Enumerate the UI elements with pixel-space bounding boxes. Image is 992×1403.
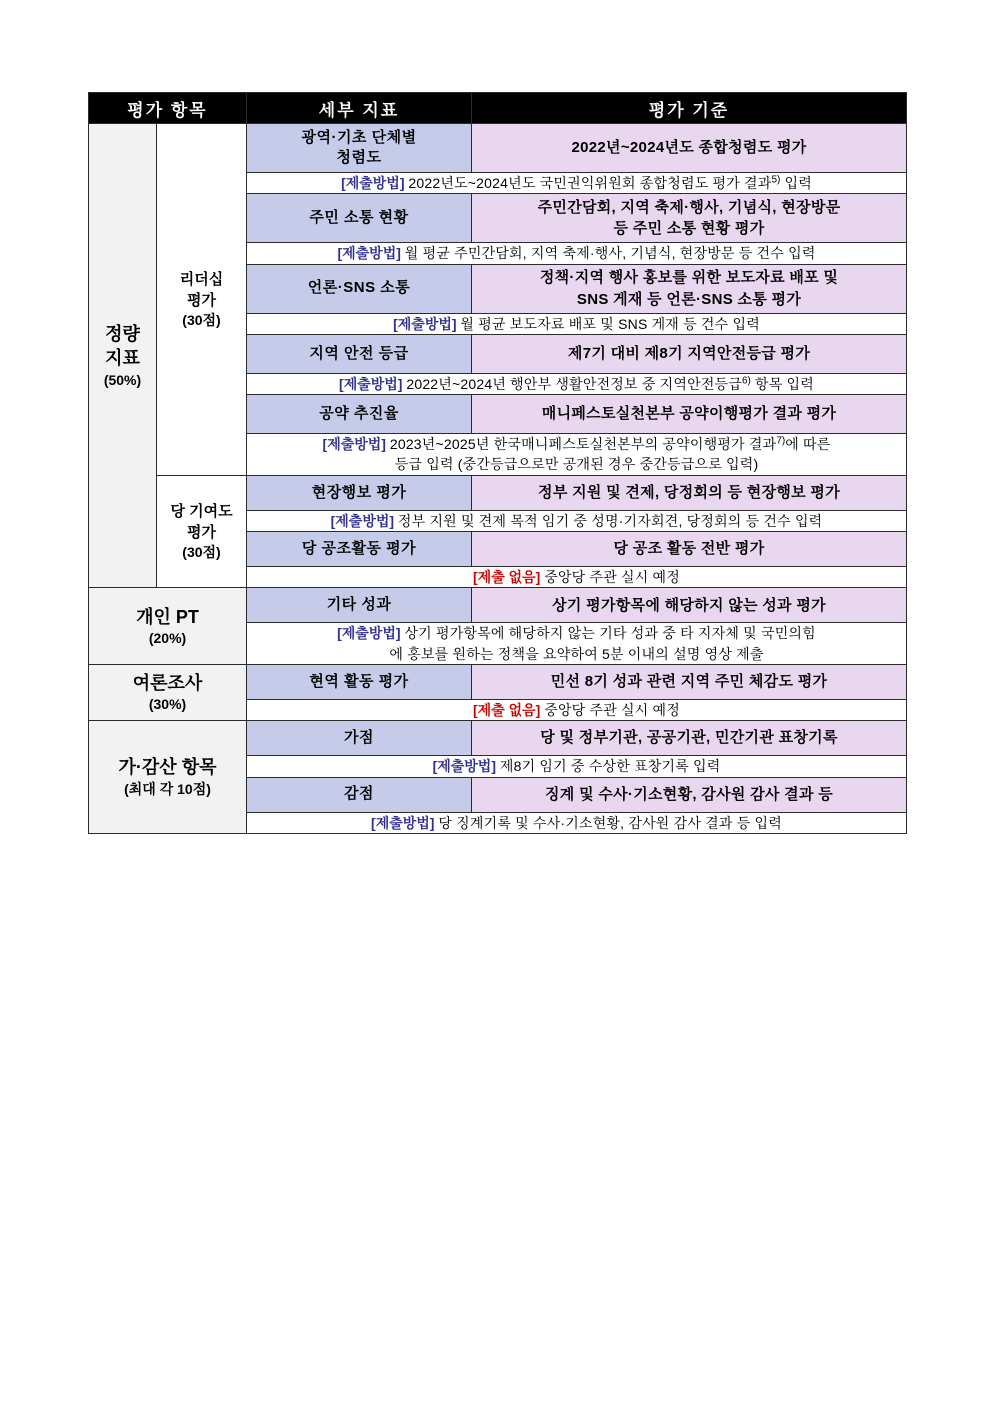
evaluation-criteria-table: [88, 92, 907, 834]
note-tag: [제출방법]: [330, 512, 395, 529]
category-personal-pt: [89, 588, 247, 665]
note-pledge-progress-line1: [247, 434, 906, 454]
criteria-penalty-points: 징계 및 수사·기소현황, 감사원 감사 결과 등: [472, 777, 907, 812]
note-bonus-points: [247, 756, 907, 777]
criteria-media-sns: [472, 264, 907, 313]
note-text: 중앙당 주관 실시 예정: [544, 569, 681, 586]
note-tag: [제출방법]: [322, 436, 386, 453]
note-tag: [제출 없음]: [473, 701, 541, 718]
indicator-media-sns: 언론·SNS 소통: [247, 264, 472, 313]
subcategory-party-contribution: [157, 475, 247, 588]
criteria-field-activity: 정부 지원 및 견제, 당정회의 등 현장행보 평가: [472, 475, 907, 510]
note-tag: [제출방법]: [339, 375, 403, 392]
note-text: 당 징계기록 및 수사·기소현황, 감사원 감사 결과 등 입력: [438, 814, 782, 831]
category-bonus-penalty: [89, 721, 247, 834]
indicator-pledge-progress: 공약 추진율: [247, 395, 472, 434]
category-public-survey-label: 여론조사: [132, 673, 203, 694]
footnote-ref: 7): [776, 435, 786, 447]
criteria-media-sns-line1: 정책·지역 행사 홍보를 위한 보도자료 배포 및: [539, 268, 839, 286]
footnote-ref: 5): [771, 174, 781, 186]
indicator-safety-grade: 지역 안전 등급: [247, 334, 472, 373]
indicator-integrity-line1: 광역·기초 단체별: [301, 128, 417, 146]
subcategory-party-contribution-line2: 평가: [187, 523, 216, 541]
note-field-activity: [247, 510, 907, 531]
indicator-penalty-points: 감점: [247, 777, 472, 812]
note-tag: [제출 없음]: [473, 569, 541, 586]
subcategory-party-contribution-line1: 당 기여도: [170, 502, 233, 520]
indicator-integrity: [247, 124, 472, 173]
footnote-ref: 6): [742, 375, 751, 387]
note-text: 중앙당 주관 실시 예정: [544, 701, 681, 718]
criteria-safety-grade: 제7기 대비 제8기 지역안전등급 평가: [472, 334, 907, 373]
note-other-achievement-line1: [247, 623, 906, 643]
category-public-survey: [89, 664, 247, 720]
header-detailed-indicator: 세부 지표: [247, 93, 472, 124]
table-row: [89, 475, 907, 510]
note-other-achievement: [247, 623, 907, 665]
indicator-resident-communication: 주민 소통 현황: [247, 194, 472, 243]
table-row: [89, 721, 907, 756]
note-text-cont: 에 따른: [785, 436, 831, 453]
category-public-survey-weight: (30%): [148, 696, 187, 713]
note-text-cont: 입력: [780, 175, 812, 191]
note-text: 2022년도~2024년도 국민권익위원회 종합청렴도 평가 결과: [408, 175, 772, 191]
note-incumbent-activity: [247, 699, 907, 720]
note-text: 2023년~2025년 한국매니페스토실천본부의 공약이행평가 결과: [389, 436, 777, 453]
note-tag: [제출방법]: [337, 625, 401, 642]
table-row: [89, 124, 907, 173]
indicator-integrity-line2: 청렴도: [336, 149, 382, 166]
note-text: 2022년~2024년 행안부 생활안전정보 중 지역안전등급: [406, 375, 742, 392]
header-evaluation-criteria: 평가 기준: [472, 93, 907, 124]
category-bonus-penalty-weight: (최대 각 10점): [124, 780, 211, 797]
note-text-cont: 항목 입력: [750, 375, 814, 392]
note-tag: [제출방법]: [371, 814, 435, 831]
criteria-resident-communication: [472, 194, 907, 243]
note-text: 제8기 임기 중 수상한 표창기록 입력: [499, 758, 721, 775]
note-tag: [제출방법]: [393, 315, 457, 332]
subcategory-leadership-points: (30점): [182, 311, 221, 328]
note-text: 정부 지원 및 견제 목적 임기 중 성명·기자회견, 당정회의 등 건수 입력: [397, 512, 823, 529]
criteria-media-sns-line2: SNS 게재 등 언론·SNS 소통 평가: [576, 290, 802, 308]
criteria-bonus-points: 당 및 정부기관, 공공기관, 민간기관 표창기록: [472, 721, 907, 756]
note-resident-communication: [247, 243, 907, 264]
note-pledge-progress: [247, 434, 907, 476]
subcategory-party-contribution-points: (30점): [182, 543, 221, 560]
criteria-integrity: 2022년~2024년도 종합청렴도 평가: [472, 124, 907, 173]
note-text: 월 평균 보도자료 배포 및 SNS 게재 등 건수 입력: [460, 315, 760, 332]
indicator-field-activity: 현장행보 평가: [247, 475, 472, 510]
note-pledge-progress-line2: 등급 입력 (중간등급으로만 공개된 경우 중간등급으로 입력): [394, 456, 759, 473]
subcategory-leadership-line2: 평가: [187, 291, 216, 309]
category-quantitative-weight: (50%): [103, 371, 142, 388]
criteria-pledge-progress: 매니페스토실천본부 공약이행평가 결과 평가: [472, 395, 907, 434]
criteria-resident-communication-line2: 등 주민 소통 현황 평가: [613, 220, 765, 238]
note-integrity: [247, 173, 907, 194]
note-safety-grade: [247, 373, 907, 394]
criteria-resident-communication-line1: 주민간담회, 지역 축제·행사, 기념식, 현장방문: [537, 198, 841, 216]
criteria-party-cooperation: 당 공조 활동 전반 평가: [472, 532, 907, 567]
indicator-incumbent-activity: 현역 활동 평가: [247, 664, 472, 699]
table-header-row: [89, 93, 907, 124]
category-personal-pt-label: 개인 PT: [136, 606, 199, 627]
note-other-achievement-line2: 에 홍보를 원하는 정책을 요약하여 5분 이내의 설명 영상 제출: [389, 645, 764, 662]
note-tag: [제출방법]: [337, 245, 401, 262]
category-quantitative-line1: 정량: [105, 323, 140, 344]
indicator-party-cooperation: 당 공조활동 평가: [247, 532, 472, 567]
subcategory-leadership: [157, 124, 247, 476]
criteria-other-achievement: 상기 평가항목에 해당하지 않는 성과 평가: [472, 588, 907, 623]
subcategory-leadership-line1: 리더십: [179, 270, 224, 288]
note-text: 상기 평가항목에 해당하지 않는 기타 성과 중 타 지자체 및 국민의힘: [404, 625, 816, 642]
table-row: [89, 664, 907, 699]
indicator-bonus-points: 가점: [247, 721, 472, 756]
table-row: [89, 588, 907, 623]
note-tag: [제출방법]: [341, 175, 405, 191]
note-tag: [제출방법]: [432, 758, 496, 775]
category-quantitative: [89, 124, 157, 588]
note-party-cooperation: [247, 567, 907, 588]
note-media-sns: [247, 313, 907, 334]
header-evaluation-item: 평가 항목: [89, 93, 247, 124]
category-quantitative-line2: 지표: [105, 348, 140, 369]
category-bonus-penalty-label: 가·감산 항목: [118, 757, 217, 778]
note-text: 월 평균 주민간담회, 지역 축제·행사, 기념식, 현장방문 등 건수 입력: [404, 245, 816, 262]
note-penalty-points: [247, 812, 907, 833]
criteria-incumbent-activity: 민선 8기 성과 관련 지역 주민 체감도 평가: [472, 664, 907, 699]
category-personal-pt-weight: (20%): [148, 629, 187, 646]
indicator-other-achievement: 기타 성과: [247, 588, 472, 623]
